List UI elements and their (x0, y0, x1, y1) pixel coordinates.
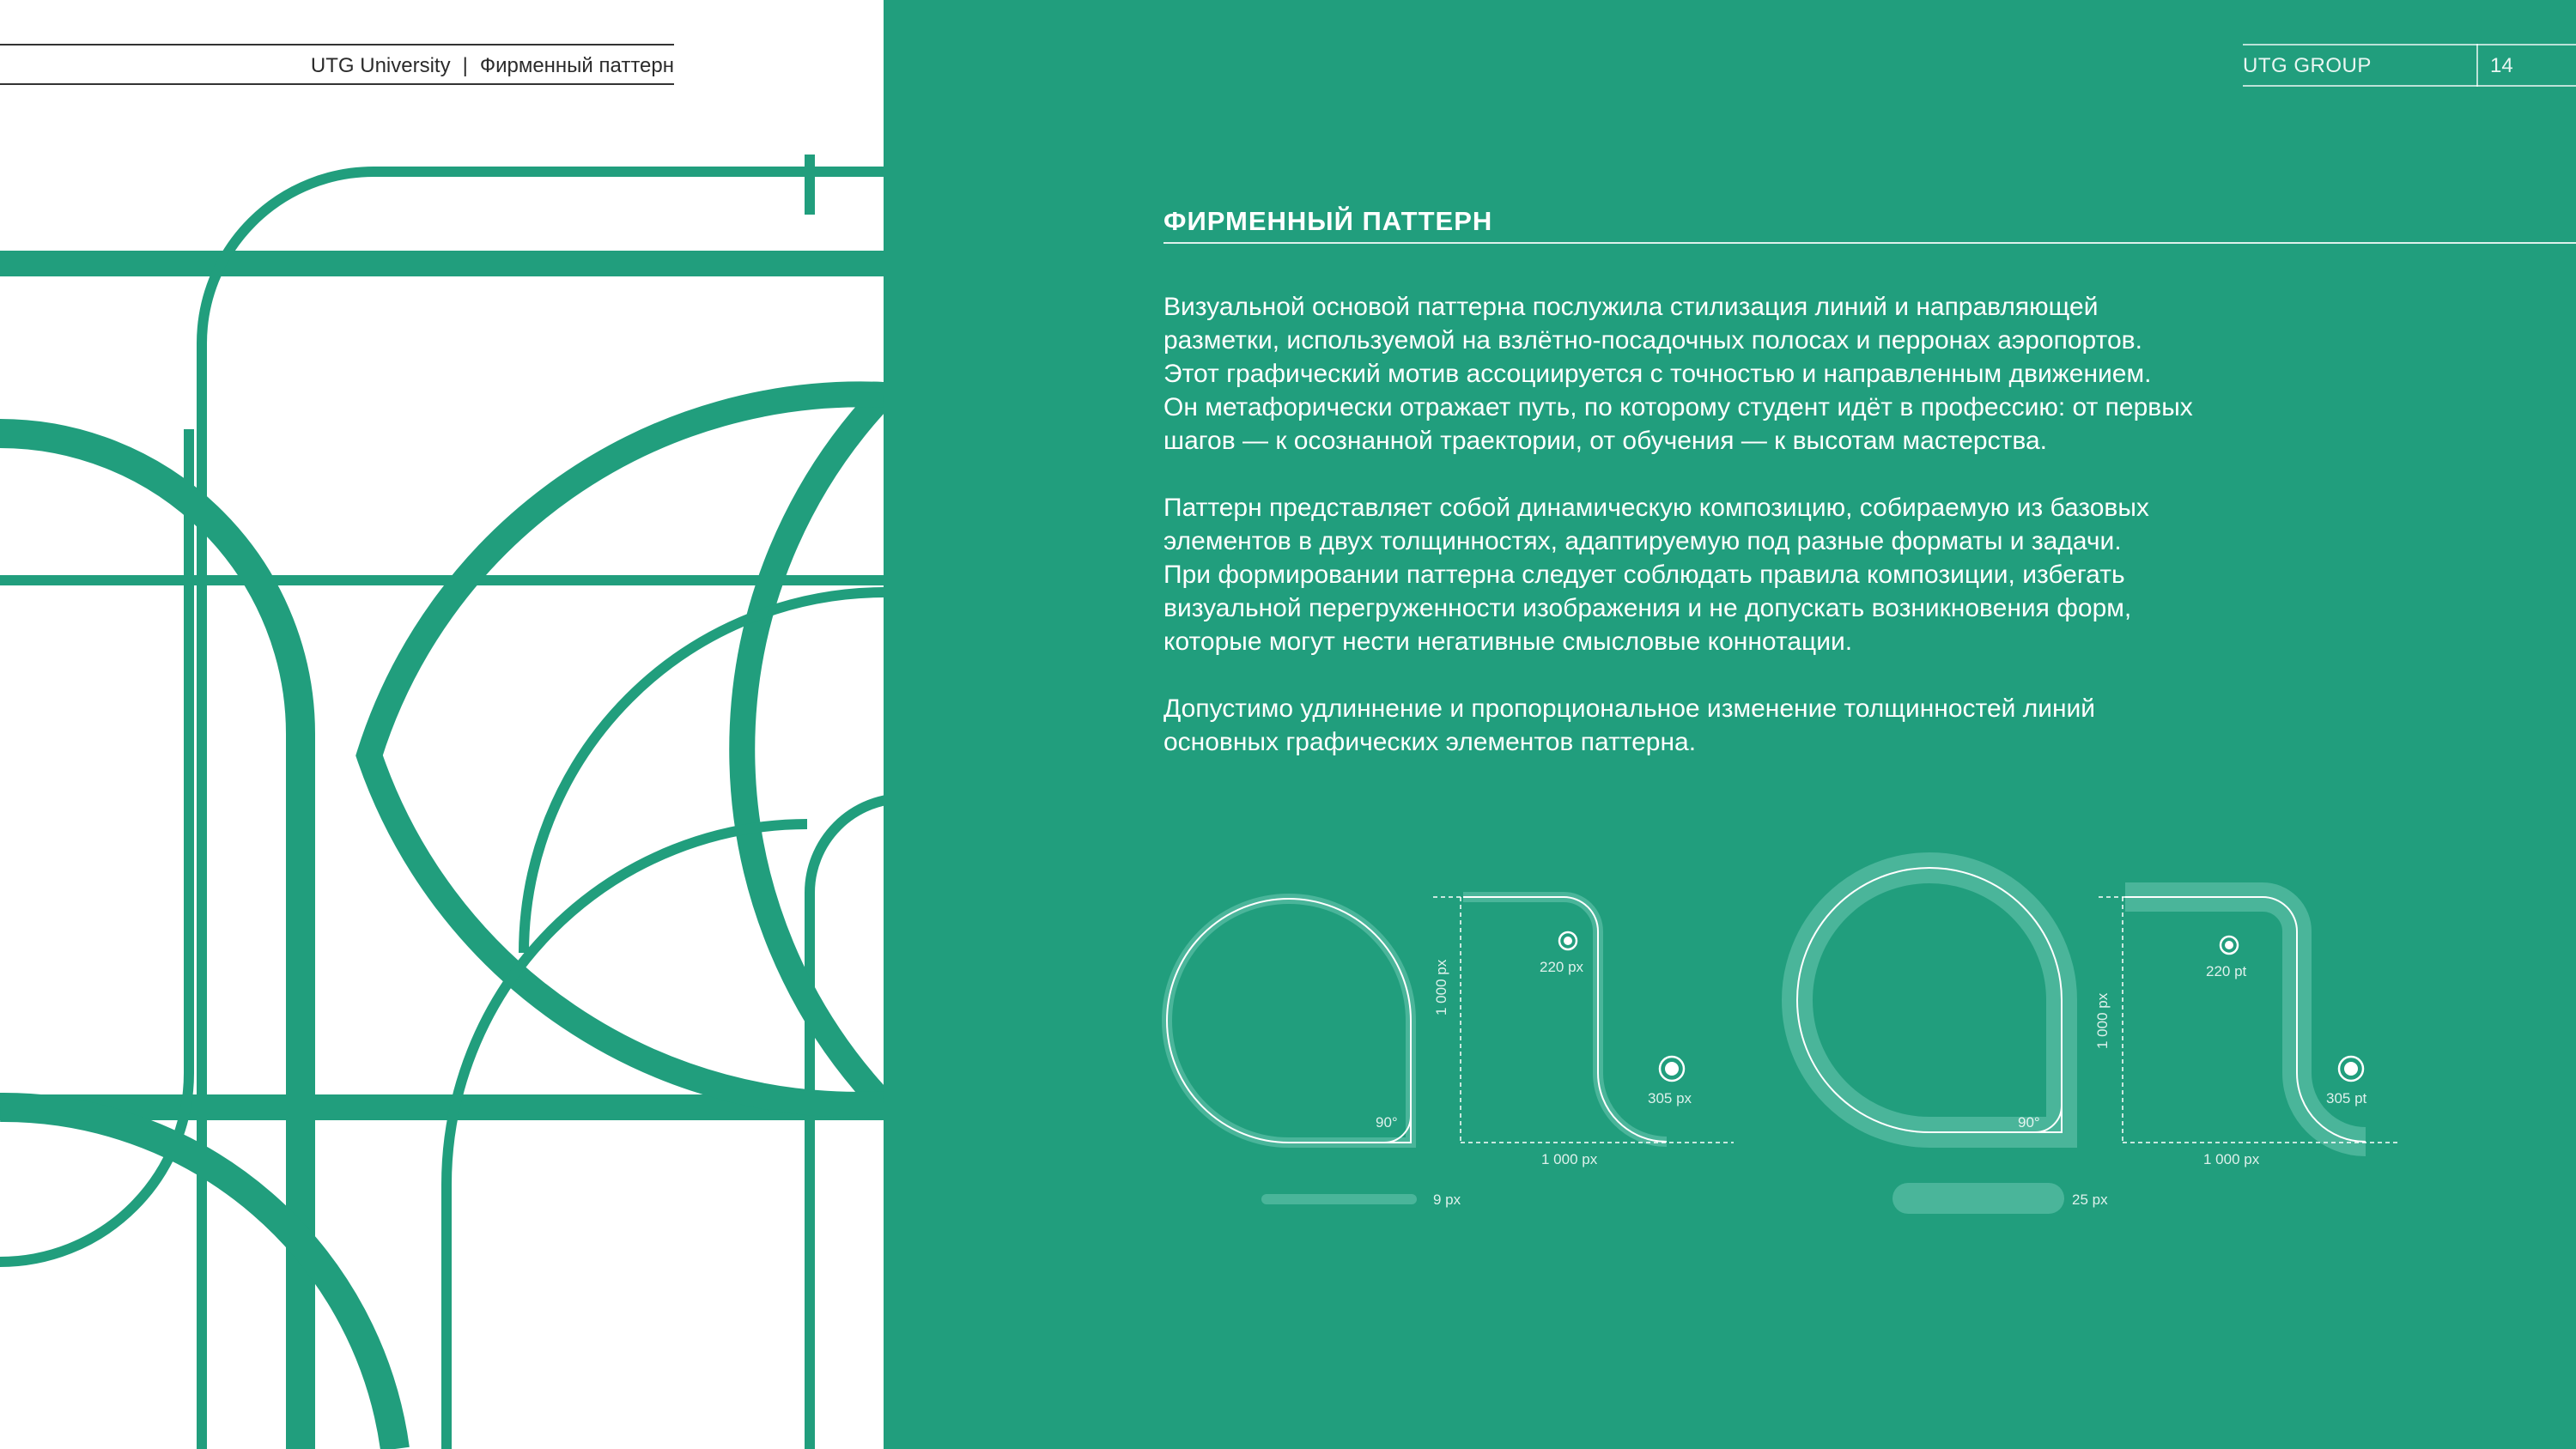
page-number: 14 (2490, 54, 2513, 77)
paragraph-line: элементов в двух толщинностях, адаптируемую под разные форматы и задачи. (1163, 527, 2122, 555)
thin-angle-label: 90° (1376, 1114, 1398, 1131)
thin-width-label: 1 000 px (1541, 1151, 1598, 1167)
thick-stroke-label: 25 px (2072, 1191, 2108, 1208)
header-brand: UTG University (310, 54, 451, 77)
paragraph-line: Паттерн представляет собой динамическую композицию, собираемую из базовых (1163, 494, 2149, 522)
paragraph-line: визуальной перегруженности изображения и не допускать возникновения форм, (1163, 594, 2132, 622)
thick-radius-outer-label: 305 pt (2326, 1090, 2367, 1106)
paragraph-line: Визуальной основой паттерна послужила стилизация линий и направляющей (1163, 293, 2099, 321)
pattern-thin-arc (447, 824, 807, 1449)
thin-stroke-sample (1261, 1194, 1417, 1204)
paragraph-line: основных графических элементов паттерна. (1163, 728, 1697, 756)
thick-height-label: 1 000 px (2094, 992, 2111, 1049)
paragraph-line: При формировании паттерна следует соблюдать правила композиции, избегать (1163, 561, 2125, 589)
pattern-curve-left (0, 433, 301, 1449)
paragraph-line: шагов — к осознанной траектории, от обучения — к высотам мастерства. (1163, 427, 2047, 455)
thick-radius-inner-label: 220 pt (2206, 963, 2247, 979)
brand-pattern-graphic (0, 0, 884, 1449)
thin-radius-inner-label: 220 px (1540, 959, 1584, 975)
thin-drop-shape (1167, 899, 1411, 1143)
header-section: Фирменный паттерн (479, 54, 674, 77)
header-left-bar (0, 44, 674, 85)
paragraph-line: разметки, используемой на взлётно-посадочных полосах и перронах аэропортов. (1163, 326, 2142, 355)
right-content-panel (884, 0, 2576, 1449)
thick-angle-label: 90° (2018, 1114, 2040, 1131)
construction-diagrams (884, 0, 2576, 1449)
header-separator: | (462, 54, 468, 77)
thin-element-diagram (1167, 897, 1734, 1204)
header-group-name: UTG GROUP (2243, 54, 2372, 77)
header-breadcrumb (311, 54, 674, 78)
section-title: ФИРМЕННЫЙ ПАТТЕРН (1163, 206, 1493, 236)
thin-radius-outer-label: 305 px (1648, 1090, 1692, 1106)
thick-width-label: 1 000 px (2203, 1151, 2260, 1167)
thick-drop-shape (1797, 868, 2062, 1132)
thick-stroke-sample (1893, 1183, 2064, 1214)
pattern-big-arc (742, 395, 884, 1104)
thin-height-label: 1 000 px (1433, 959, 1449, 1016)
pattern-arch-lower (810, 798, 884, 1449)
thin-stroke-label: 9 px (1433, 1191, 1461, 1208)
pattern-thin-arc-2 (524, 592, 884, 953)
paragraph-line: Этот графический мотив ассоциируется с точностью и направленным движением. (1163, 360, 2152, 388)
paragraph-line: Он метафорически отражает путь, по которому студент идёт в профессию: от первых (1163, 393, 2193, 421)
paragraph-line: Допустимо удлиннение и пропорциональное изменение толщинностей линий (1163, 694, 2096, 723)
paragraph-line: которые могут нести негативные смысловые коннотации. (1163, 627, 1853, 656)
left-pattern-panel (0, 0, 884, 1449)
